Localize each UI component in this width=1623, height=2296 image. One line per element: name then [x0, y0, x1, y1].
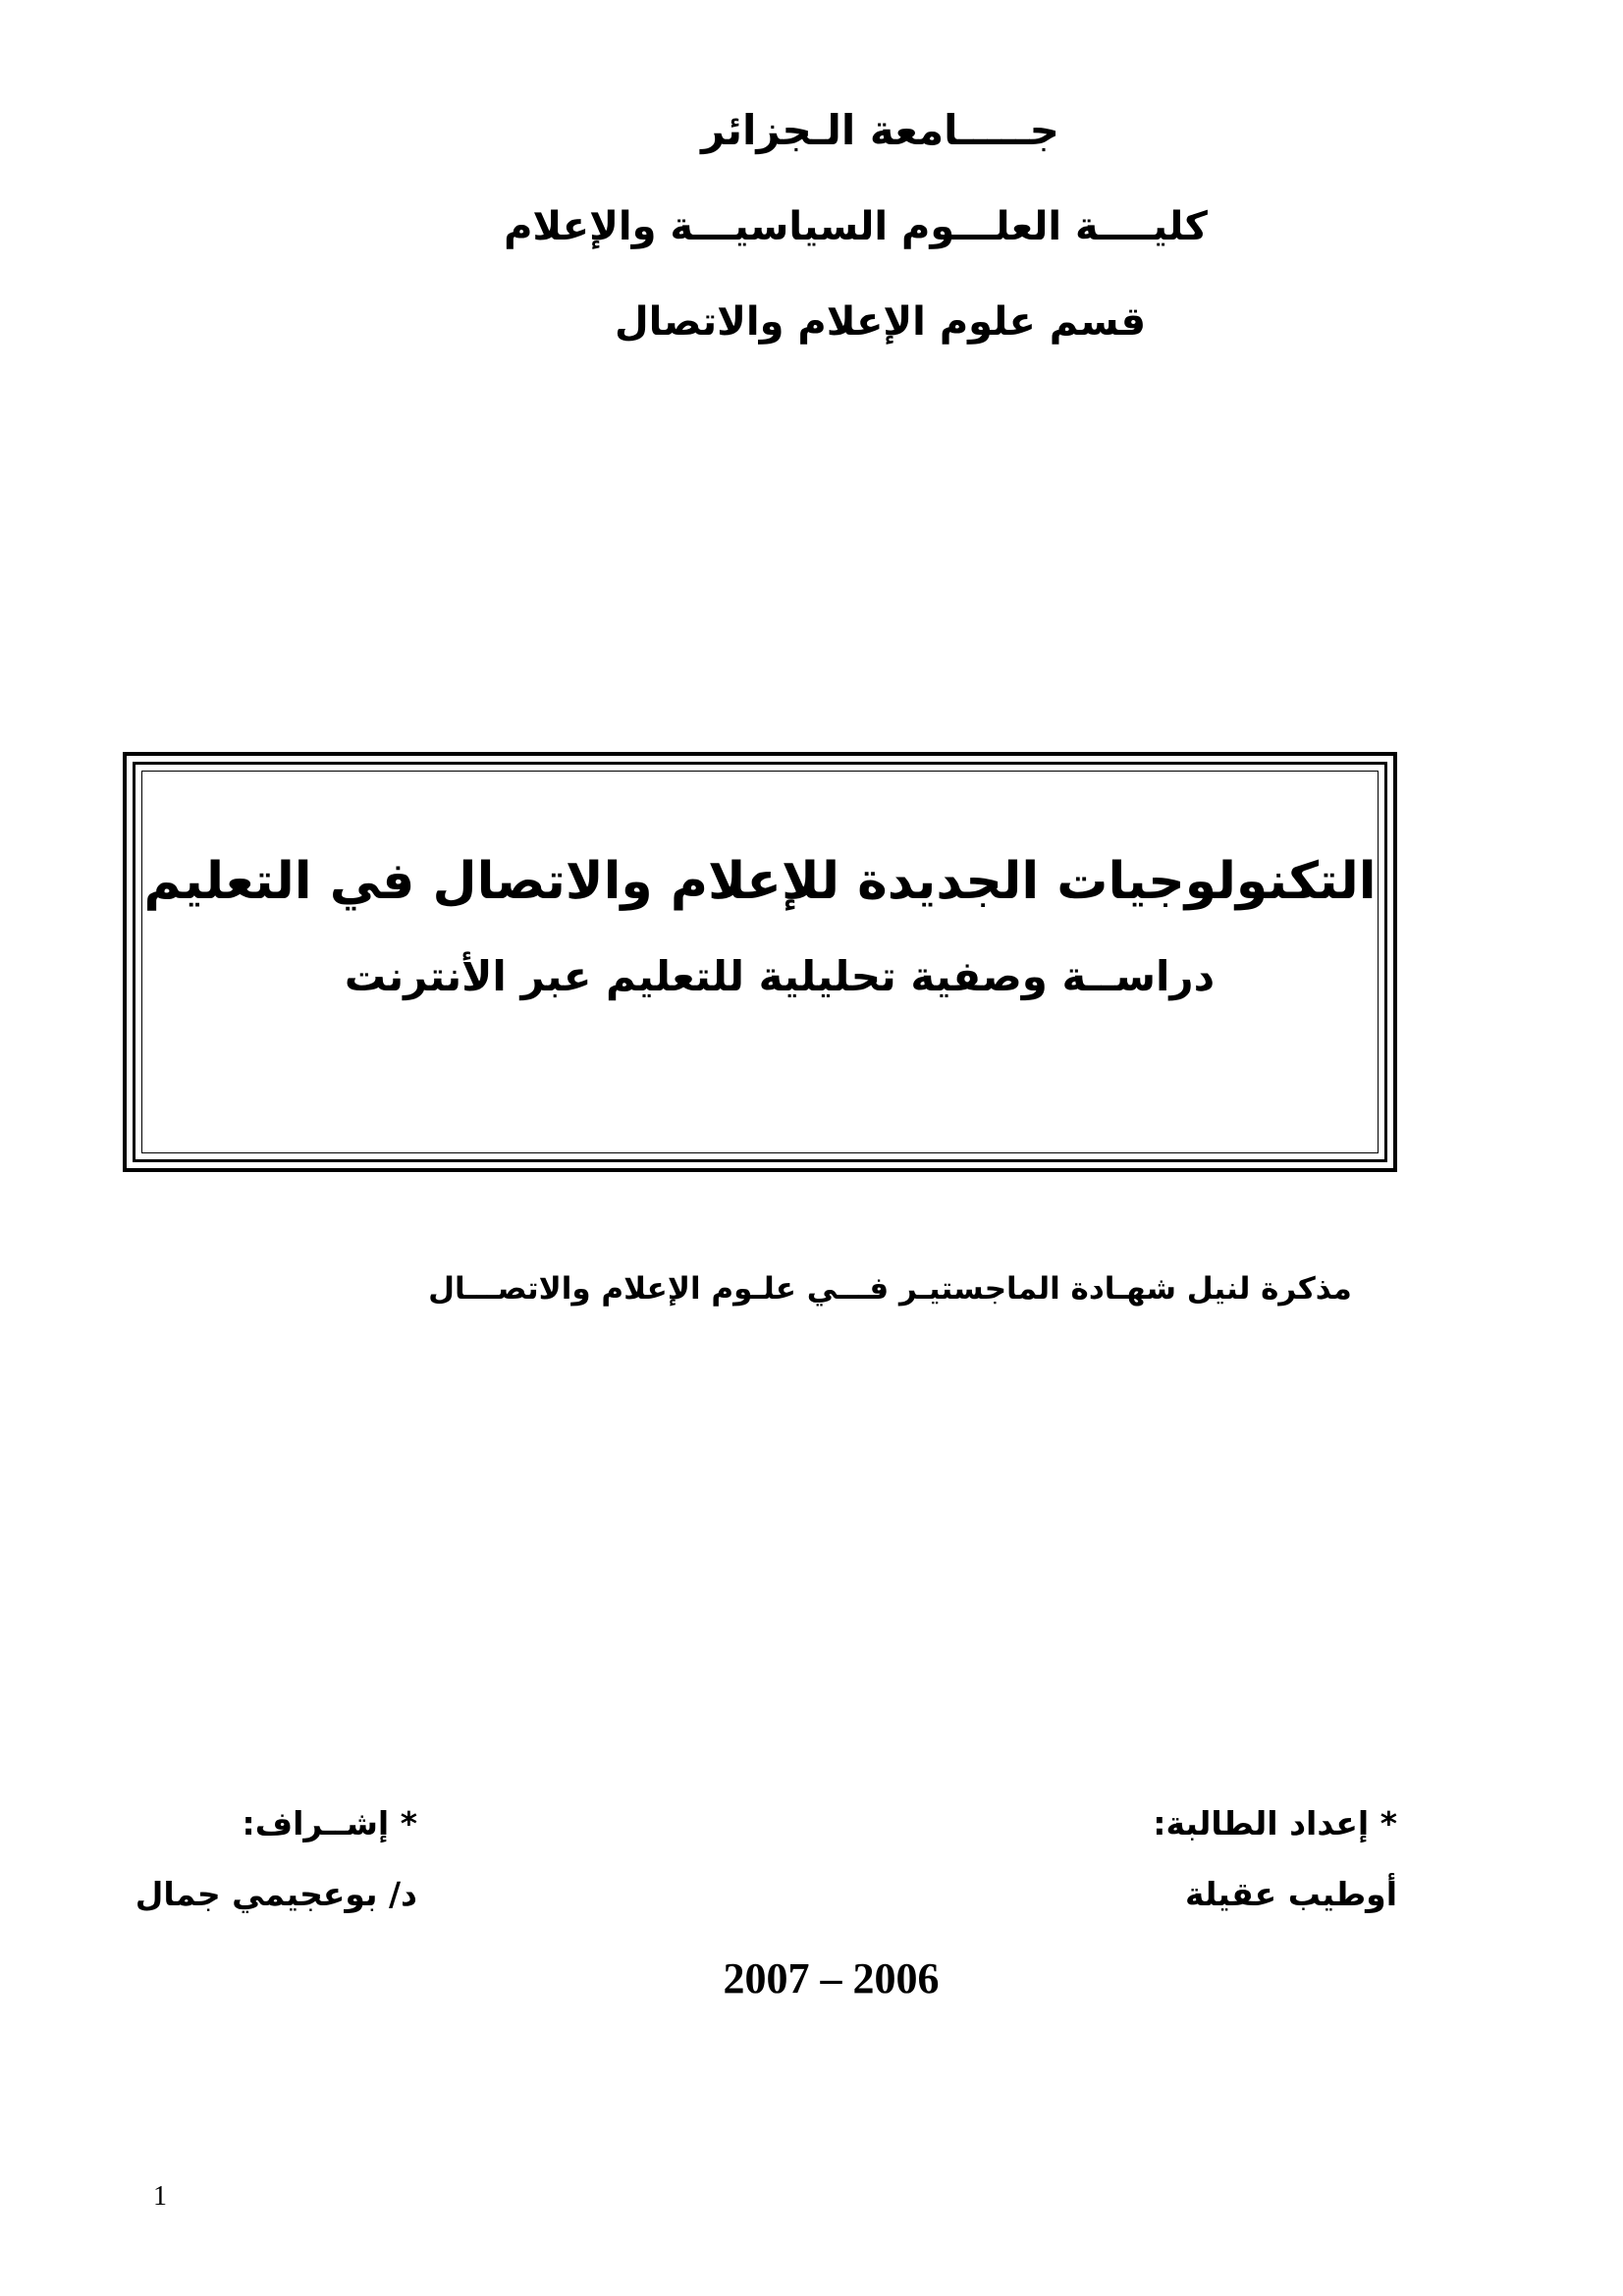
- department-name: قسم علوم الإعلام والاتصال: [614, 299, 1147, 345]
- supervisor-name: د/ بوعجيمي جمال: [135, 1875, 417, 1913]
- thesis-title: التكنولوجيات الجديدة للإعلام والاتصال في التعليم: [143, 852, 1377, 911]
- university-name: جـــــامعة الـجزائر: [701, 106, 1059, 154]
- page-number: 1: [153, 2181, 167, 2212]
- degree-statement: مذكرة لنيل شهـادة الماجستيـر فـــي علـوم الإعلام والاتصـــال: [428, 1271, 1352, 1307]
- faculty-name: كليــــة العلـــوم السياسيـــة والإعلام: [504, 204, 1208, 249]
- supervisor-label: * إشــراف:: [242, 1804, 417, 1842]
- student-label: * إعداد الطالبة:: [1153, 1804, 1397, 1842]
- academic-year: 2007 – 2006: [723, 1954, 940, 2002]
- title-frame: [123, 752, 1397, 1172]
- student-name: أوطيب عقيلة: [1184, 1875, 1397, 1913]
- thesis-subtitle: دراســة وصفية تحليلية للتعليم عبر الأنترنت: [344, 952, 1216, 1000]
